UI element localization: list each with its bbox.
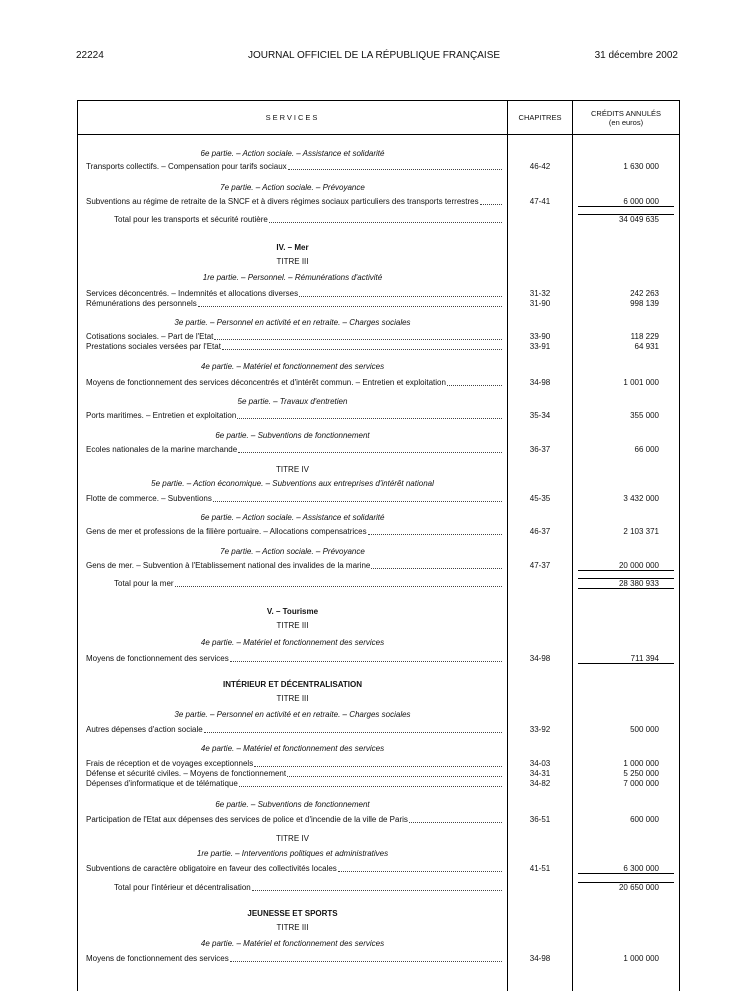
section-heading-text: TITRE IV (276, 834, 309, 843)
table-row (78, 494, 679, 504)
dot-leader (237, 418, 502, 419)
section-heading-text: TITRE III (276, 257, 309, 266)
amount-cell: 3 432 000 (623, 494, 659, 503)
section-heading-text: INTÉRIEUR ET DÉCENTRALISATION (223, 680, 362, 689)
dot-leader (222, 349, 502, 350)
service-label: Ecoles nationales de la marine marchande (86, 445, 238, 454)
service-label: Subventions de caractère obligatoire en faveur des collectivités locales (86, 864, 337, 873)
chapitre-cell: 34-98 (529, 954, 551, 963)
amount-cell: 6 000 000 (623, 197, 659, 206)
service-label: Participation de l'Etat aux dépenses des services de police et d'incendie de la ville de Paris (86, 815, 408, 824)
section-heading-text: 6e partie. – Subventions de fonctionnement (215, 800, 370, 809)
amount-cell: 5 250 000 (623, 769, 659, 778)
total-label: Total pour les transports et sécurité routière (114, 215, 268, 224)
section-heading (78, 149, 679, 159)
section-heading (78, 800, 679, 810)
total-label: Total pour l'intérieur et décentralisation (114, 883, 251, 892)
table-row (78, 197, 679, 207)
publication-date: 31 décembre 2002 (594, 50, 678, 61)
table-row (78, 289, 679, 299)
header-credits-title: CRÉDITS ANNULÉS (590, 108, 662, 118)
section-heading (78, 513, 679, 523)
section-heading-text: 1re partie. – Interventions politiques et administratives (196, 849, 389, 858)
amount-cell: 355 000 (630, 411, 659, 420)
amount-cell: 20 000 000 (618, 561, 659, 570)
section-heading (78, 273, 679, 283)
section-heading (78, 694, 679, 704)
amount-overline (578, 578, 674, 579)
dot-leader (254, 766, 502, 767)
section-heading (78, 243, 679, 253)
section-heading-text: 6e partie. – Action sociale. – Assistance et solidarité (200, 513, 385, 522)
section-heading-text: JEUNESSE ET SPORTS (247, 909, 338, 918)
chapitre-cell: 36-37 (529, 445, 551, 454)
chapitre-cell: 47-37 (529, 561, 551, 570)
chapitre-cell: 34-82 (529, 779, 551, 788)
amount-underline (578, 873, 674, 874)
section-heading-text: 5e partie. – Travaux d'entretien (237, 397, 348, 406)
amount-cell: 64 931 (634, 342, 659, 351)
service-label: Transports collectifs. – Compensation pour tarifs sociaux (86, 162, 287, 171)
service-label: Moyens de fonctionnement des services (86, 954, 229, 963)
chapitre-cell: 34-03 (529, 759, 551, 768)
section-heading-text: TITRE IV (276, 465, 309, 474)
amount-overline (578, 882, 674, 883)
table-row (78, 864, 679, 874)
section-heading-text: 4e partie. – Matériel et fonctionnement des services (200, 744, 385, 753)
amount-cell: 20 650 000 (618, 883, 659, 892)
dot-leader (371, 568, 502, 569)
dot-leader (409, 822, 502, 823)
service-label: Frais de réception et de voyages exceptionnels (86, 759, 254, 768)
table-row (78, 725, 679, 735)
total-label: Total pour la mer (114, 579, 174, 588)
section-heading (78, 710, 679, 720)
chapitre-cell: 46-37 (529, 527, 551, 536)
service-label: Subventions au régime de retraite de la SNCF et à divers régimes sociaux particuliers des transports terrestres (86, 197, 479, 206)
dot-leader (204, 732, 502, 733)
service-label: Moyens de fonctionnement des services déconcentrés et d'intérêt commun. – Entretien et exploitation (86, 378, 446, 387)
service-label: Prestations sociales versées par l'Etat (86, 342, 221, 351)
table-row (78, 759, 679, 769)
dot-leader (299, 296, 502, 297)
table-row (78, 815, 679, 825)
section-heading-text: 6e partie. – Action sociale. – Assistance et solidarité (200, 149, 385, 158)
amount-overline (578, 214, 674, 215)
dot-leader (288, 169, 502, 170)
journal-title: JOURNAL OFFICIEL DE LA RÉPUBLIQUE FRANÇAISE (247, 50, 501, 61)
dot-leader (368, 534, 502, 535)
section-heading (78, 183, 679, 193)
section-heading (78, 621, 679, 631)
table-header (78, 101, 679, 135)
dot-leader (338, 871, 502, 872)
table-row (78, 954, 679, 964)
chapitre-cell: 45-35 (529, 494, 551, 503)
table-row (78, 527, 679, 537)
section-heading-text: V. – Tourisme (266, 607, 319, 616)
service-label: Autres dépenses d'action sociale (86, 725, 203, 734)
dot-leader (213, 501, 502, 502)
chapitre-cell: 41-51 (529, 864, 551, 873)
service-label: Gens de mer et professions de la filière portuaire. – Allocations compensatrices (86, 527, 367, 536)
table-row (78, 342, 679, 352)
service-label: Cotisations sociales. – Part de l'Etat (86, 332, 214, 341)
dot-leader (269, 222, 502, 223)
chapitre-cell: 33-92 (529, 725, 551, 734)
table-row (78, 411, 679, 421)
table-row (78, 779, 679, 789)
amount-underline (578, 206, 674, 207)
section-heading (78, 362, 679, 372)
section-heading-text: 7e partie. – Action sociale. – Prévoyance (220, 183, 365, 192)
service-label: Défense et sécurité civiles. – Moyens de fonctionnement (86, 769, 287, 778)
total-row (78, 883, 679, 893)
amount-cell: 1 000 000 (623, 954, 659, 963)
chapitre-cell: 33-90 (529, 332, 551, 341)
section-heading (78, 909, 679, 919)
dot-leader (287, 776, 502, 777)
header-credits-unit: (en euros) (608, 117, 644, 127)
section-heading-text: 1re partie. – Personnel. – Rémunérations d'activité (202, 273, 383, 282)
dot-leader (252, 890, 502, 891)
service-label: Dépenses d'informatique et de télématique (86, 779, 238, 788)
section-heading-text: 3e partie. – Personnel en activité et en retraite. – Charges sociales (174, 318, 411, 327)
amount-cell: 1 000 000 (623, 759, 659, 768)
chapitre-cell: 31-90 (529, 299, 551, 308)
amount-cell: 34 049 635 (618, 215, 659, 224)
table-row (78, 445, 679, 455)
table-row (78, 332, 679, 342)
amount-underline (578, 570, 674, 571)
section-heading-text: TITRE III (276, 621, 309, 630)
section-heading (78, 939, 679, 949)
amount-cell: 118 229 (630, 332, 659, 341)
section-heading-text: 7e partie. – Action sociale. – Prévoyance (220, 547, 365, 556)
total-row (78, 215, 679, 225)
amount-cell: 2 103 371 (623, 527, 659, 536)
dot-leader (198, 306, 502, 307)
dot-leader (175, 586, 502, 587)
header-credits (573, 101, 679, 134)
header-services: SERVICES (265, 113, 320, 122)
section-heading (78, 547, 679, 557)
service-label: Rémunérations des personnels (86, 299, 197, 308)
amount-cell: 7 000 000 (623, 779, 659, 788)
dot-leader (214, 339, 502, 340)
dot-leader (480, 204, 502, 205)
amount-cell: 66 000 (634, 445, 659, 454)
chapitre-cell: 34-98 (529, 654, 551, 663)
service-label: Flotte de commerce. – Subventions (86, 494, 212, 503)
section-heading-text: IV. – Mer (276, 243, 309, 252)
section-heading (78, 479, 679, 489)
section-heading-text: 3e partie. – Personnel en activité et en retraite. – Charges sociales (174, 710, 411, 719)
chapitre-cell: 33-91 (529, 342, 551, 351)
amount-cell: 28 380 933 (618, 579, 659, 588)
amount-cell: 600 000 (630, 815, 659, 824)
section-heading (78, 607, 679, 617)
amount-cell: 1 630 000 (623, 162, 659, 171)
table-row (78, 561, 679, 571)
amount-cell: 711 394 (630, 654, 659, 663)
chapitre-cell: 34-31 (529, 769, 551, 778)
dot-leader (238, 452, 502, 453)
amount-cell: 998 139 (630, 299, 659, 308)
service-label: Moyens de fonctionnement des services (86, 654, 229, 663)
table-row (78, 162, 679, 172)
amount-cell: 1 001 000 (623, 378, 659, 387)
chapitre-cell: 34-98 (529, 378, 551, 387)
section-heading-text: 4e partie. – Matériel et fonctionnement des services (200, 362, 385, 371)
section-heading-text: 4e partie. – Matériel et fonctionnement des services (200, 638, 385, 647)
section-heading (78, 680, 679, 690)
service-label: Gens de mer. – Subvention à l'Etablissement national des invalides de la marine (86, 561, 371, 570)
header-chapitres: CHAPITRES (518, 113, 562, 122)
section-heading (78, 923, 679, 933)
section-heading (78, 849, 679, 859)
section-heading (78, 744, 679, 754)
dot-leader (447, 385, 502, 386)
section-heading (78, 397, 679, 407)
service-label: Services déconcentrés. – Indemnités et allocations diverses (86, 289, 299, 298)
page-number: 22224 (76, 50, 104, 61)
table-row (78, 299, 679, 309)
table-row (78, 769, 679, 779)
credits-table (77, 100, 680, 991)
section-heading (78, 431, 679, 441)
section-heading-text: 6e partie. – Subventions de fonctionnement (215, 431, 370, 440)
section-heading (78, 638, 679, 648)
section-heading (78, 318, 679, 328)
section-heading-text: 4e partie. – Matériel et fonctionnement des services (200, 939, 385, 948)
chapitre-cell: 46-42 (529, 162, 551, 171)
section-heading-text: TITRE III (276, 694, 309, 703)
dot-leader (230, 961, 502, 962)
chapitre-cell: 31-32 (529, 289, 551, 298)
amount-cell: 500 000 (630, 725, 659, 734)
section-heading (78, 257, 679, 267)
section-heading-text: 5e partie. – Action économique. – Subventions aux entreprises d'intérêt national (151, 479, 434, 488)
chapitre-cell: 47-41 (529, 197, 551, 206)
service-label: Ports maritimes. – Entretien et exploitation (86, 411, 237, 420)
amount-cell: 6 300 000 (623, 864, 659, 873)
amount-underline (578, 588, 674, 589)
chapitre-cell: 35-34 (529, 411, 551, 420)
table-row (78, 378, 679, 388)
dot-leader (239, 786, 502, 787)
section-heading-text: TITRE III (276, 923, 309, 932)
amount-cell: 242 263 (630, 289, 659, 298)
chapitre-cell: 36-51 (529, 815, 551, 824)
section-heading (78, 465, 679, 475)
dot-leader (230, 661, 502, 662)
total-row (78, 579, 679, 589)
amount-underline (578, 663, 674, 664)
table-row (78, 654, 679, 664)
section-heading (78, 834, 679, 844)
